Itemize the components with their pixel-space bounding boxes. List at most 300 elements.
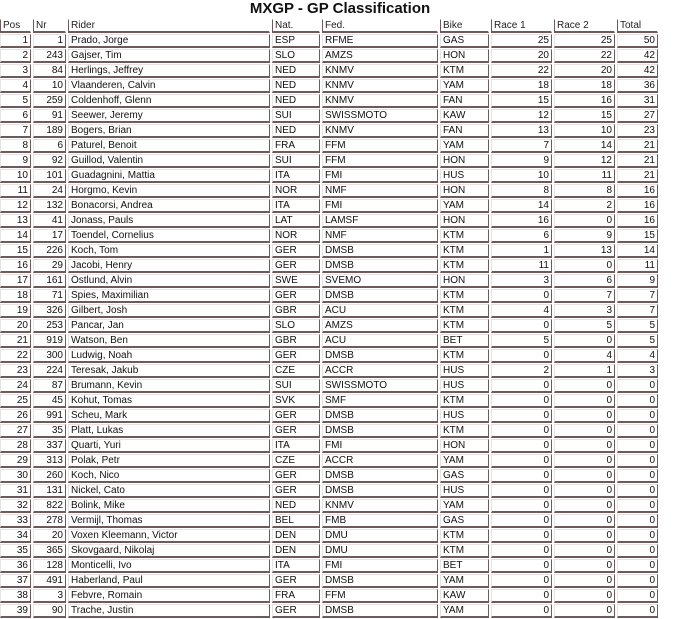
cell-bike: HUS: [440, 169, 489, 183]
cell-race1: 5: [491, 334, 552, 348]
cell-rider: Gajser, Tim: [68, 49, 270, 63]
cell-race2: 0: [554, 424, 615, 438]
cell-nr: 161: [33, 274, 66, 288]
cell-fed: DMSB: [322, 424, 438, 438]
cell-nr: 24: [33, 184, 66, 198]
cell-total: 31: [617, 94, 658, 108]
table-row: [0, 94, 658, 108]
col-header-rider: Rider: [68, 19, 270, 33]
cell-rider: Kohut, Tomas: [68, 394, 270, 408]
cell-rider: Bolink, Mike: [68, 499, 270, 513]
cell-fed: DMSB: [322, 469, 438, 483]
cell-nat: NED: [272, 79, 320, 93]
table-row: [0, 544, 658, 558]
table-row: [0, 364, 658, 378]
cell-race1: 0: [491, 589, 552, 603]
cell-race2: 0: [554, 394, 615, 408]
cell-pos: 18: [0, 289, 31, 303]
cell-total: 21: [617, 139, 658, 153]
cell-bike: YAM: [440, 139, 489, 153]
cell-nr: 3: [33, 589, 66, 603]
table-row: [0, 484, 658, 498]
table-row: [0, 109, 658, 123]
cell-race1: 0: [491, 469, 552, 483]
cell-nr: 189: [33, 124, 66, 138]
cell-total: 42: [617, 49, 658, 63]
cell-pos: 13: [0, 214, 31, 228]
cell-nat: NED: [272, 124, 320, 138]
cell-race2: 0: [554, 454, 615, 468]
cell-pos: 8: [0, 139, 31, 153]
cell-race2: 18: [554, 79, 615, 93]
cell-nr: 365: [33, 544, 66, 558]
cell-pos: 6: [0, 109, 31, 123]
cell-total: 5: [617, 334, 658, 348]
cell-nr: 253: [33, 319, 66, 333]
cell-total: 36: [617, 79, 658, 93]
cell-total: 3: [617, 364, 658, 378]
table-row: [0, 274, 658, 288]
cell-bike: GAS: [440, 469, 489, 483]
cell-fed: DMSB: [322, 289, 438, 303]
cell-race1: 2: [491, 364, 552, 378]
cell-total: 16: [617, 199, 658, 213]
col-header-nr: Nr: [33, 19, 66, 33]
cell-fed: LAMSF: [322, 214, 438, 228]
cell-bike: KTM: [440, 259, 489, 273]
cell-fed: FMI: [322, 439, 438, 453]
cell-race2: 0: [554, 484, 615, 498]
cell-pos: 21: [0, 334, 31, 348]
cell-pos: 34: [0, 529, 31, 543]
col-header-total: Total: [617, 19, 658, 33]
cell-total: 7: [617, 304, 658, 318]
cell-pos: 5: [0, 94, 31, 108]
cell-pos: 4: [0, 79, 31, 93]
table-row: [0, 34, 658, 48]
cell-fed: DMSB: [322, 244, 438, 258]
cell-nat: SLO: [272, 49, 320, 63]
cell-pos: 31: [0, 484, 31, 498]
cell-race2: 0: [554, 514, 615, 528]
cell-bike: HON: [440, 274, 489, 288]
cell-total: 14: [617, 244, 658, 258]
cell-rider: Seewer, Jeremy: [68, 109, 270, 123]
cell-bike: HON: [440, 184, 489, 198]
cell-rider: Prado, Jorge: [68, 34, 270, 48]
table-row: [0, 394, 658, 408]
cell-race1: 0: [491, 544, 552, 558]
cell-rider: Nickel, Cato: [68, 484, 270, 498]
cell-fed: DMU: [322, 529, 438, 543]
table-row: [0, 409, 658, 423]
page-title: MXGP - GP Classification: [249, 0, 431, 17]
cell-pos: 10: [0, 169, 31, 183]
cell-fed: FFM: [322, 139, 438, 153]
cell-total: 21: [617, 169, 658, 183]
cell-bike: HON: [440, 154, 489, 168]
cell-nat: NOR: [272, 229, 320, 243]
classification-table: [0, 18, 660, 619]
cell-nr: 128: [33, 559, 66, 573]
cell-pos: 17: [0, 274, 31, 288]
cell-bike: FAN: [440, 124, 489, 138]
cell-total: 21: [617, 154, 658, 168]
cell-race1: 16: [491, 214, 552, 228]
cell-bike: KTM: [440, 319, 489, 333]
cell-rider: Polak, Petr: [68, 454, 270, 468]
cell-total: 23: [617, 124, 658, 138]
cell-pos: 26: [0, 409, 31, 423]
cell-total: 0: [617, 484, 658, 498]
table-row: [0, 529, 658, 543]
cell-pos: 20: [0, 319, 31, 333]
table-row: [0, 199, 658, 213]
cell-nat: ITA: [272, 169, 320, 183]
table-row: [0, 559, 658, 573]
cell-nat: DEN: [272, 529, 320, 543]
cell-race1: 10: [491, 169, 552, 183]
table-row: [0, 514, 658, 528]
col-header-bike: Bike: [440, 19, 489, 33]
cell-bike: HUS: [440, 379, 489, 393]
cell-race2: 0: [554, 559, 615, 573]
cell-rider: Quarti, Yuri: [68, 439, 270, 453]
cell-nr: 260: [33, 469, 66, 483]
cell-nr: 991: [33, 409, 66, 423]
cell-race1: 0: [491, 604, 552, 618]
cell-bike: HUS: [440, 484, 489, 498]
cell-race2: 11: [554, 169, 615, 183]
cell-race1: 0: [491, 484, 552, 498]
cell-pos: 37: [0, 574, 31, 588]
cell-nat: DEN: [272, 544, 320, 558]
cell-race2: 0: [554, 379, 615, 393]
cell-pos: 32: [0, 499, 31, 513]
cell-race1: 0: [491, 424, 552, 438]
cell-rider: Östlund, Alvin: [68, 274, 270, 288]
cell-fed: KNMV: [322, 499, 438, 513]
cell-fed: KNMV: [322, 124, 438, 138]
cell-nr: 90: [33, 604, 66, 618]
cell-bike: KTM: [440, 64, 489, 78]
cell-bike: HUS: [440, 364, 489, 378]
cell-rider: Herlings, Jeffrey: [68, 64, 270, 78]
cell-pos: 33: [0, 514, 31, 528]
cell-bike: KAW: [440, 109, 489, 123]
cell-pos: 29: [0, 454, 31, 468]
cell-nat: FRA: [272, 139, 320, 153]
cell-rider: Jonass, Pauls: [68, 214, 270, 228]
cell-bike: FAN: [440, 94, 489, 108]
cell-nr: 71: [33, 289, 66, 303]
cell-fed: NMF: [322, 184, 438, 198]
cell-pos: 39: [0, 604, 31, 618]
cell-nr: 29: [33, 259, 66, 273]
cell-rider: Paturel, Benoit: [68, 139, 270, 153]
cell-pos: 36: [0, 559, 31, 573]
cell-nat: GER: [272, 484, 320, 498]
table-row: [0, 259, 658, 273]
cell-nat: GER: [272, 604, 320, 618]
col-header-pos: Pos: [0, 19, 31, 33]
table-row: [0, 334, 658, 348]
cell-nat: SUI: [272, 379, 320, 393]
cell-total: 0: [617, 514, 658, 528]
cell-total: 27: [617, 109, 658, 123]
table-row: [0, 499, 658, 513]
cell-race1: 7: [491, 139, 552, 153]
table-row: [0, 229, 658, 243]
cell-fed: AMZS: [322, 49, 438, 63]
cell-race2: 0: [554, 529, 615, 543]
table-row: [0, 184, 658, 198]
cell-rider: Pancar, Jan: [68, 319, 270, 333]
cell-race2: 0: [554, 544, 615, 558]
cell-pos: 11: [0, 184, 31, 198]
cell-race1: 18: [491, 79, 552, 93]
cell-rider: Jacobi, Henry: [68, 259, 270, 273]
cell-rider: Voxen Kleemann, Victor: [68, 529, 270, 543]
cell-pos: 30: [0, 469, 31, 483]
cell-nr: 132: [33, 199, 66, 213]
cell-pos: 19: [0, 304, 31, 318]
cell-fed: DMU: [322, 544, 438, 558]
cell-race1: 0: [491, 574, 552, 588]
cell-total: 9: [617, 274, 658, 288]
cell-total: 0: [617, 604, 658, 618]
cell-total: 0: [617, 574, 658, 588]
cell-nr: 224: [33, 364, 66, 378]
cell-fed: KNMV: [322, 79, 438, 93]
cell-race1: 8: [491, 184, 552, 198]
cell-race2: 10: [554, 124, 615, 138]
cell-nat: GER: [272, 469, 320, 483]
cell-pos: 28: [0, 439, 31, 453]
cell-race1: 0: [491, 559, 552, 573]
cell-nat: ITA: [272, 559, 320, 573]
table-row: [0, 454, 658, 468]
col-header-race1: Race 1: [491, 19, 552, 33]
cell-nr: 41: [33, 214, 66, 228]
cell-rider: Febvre, Romain: [68, 589, 270, 603]
cell-nr: 131: [33, 484, 66, 498]
cell-nat: NED: [272, 94, 320, 108]
cell-rider: Spies, Maximilian: [68, 289, 270, 303]
cell-nat: CZE: [272, 454, 320, 468]
cell-nat: GER: [272, 574, 320, 588]
cell-bike: YAM: [440, 604, 489, 618]
cell-total: 0: [617, 469, 658, 483]
cell-rider: Koch, Tom: [68, 244, 270, 258]
cell-race1: 0: [491, 394, 552, 408]
cell-fed: DMSB: [322, 259, 438, 273]
cell-fed: FFM: [322, 589, 438, 603]
cell-race1: 0: [491, 379, 552, 393]
cell-rider: Brumann, Kevin: [68, 379, 270, 393]
cell-nr: 337: [33, 439, 66, 453]
cell-nr: 313: [33, 454, 66, 468]
cell-rider: Bogers, Brian: [68, 124, 270, 138]
cell-nr: 35: [33, 424, 66, 438]
cell-race2: 0: [554, 469, 615, 483]
cell-nat: SUI: [272, 109, 320, 123]
cell-bike: YAM: [440, 454, 489, 468]
cell-total: 0: [617, 394, 658, 408]
cell-fed: FFM: [322, 154, 438, 168]
cell-fed: FMI: [322, 559, 438, 573]
cell-bike: HON: [440, 439, 489, 453]
cell-pos: 14: [0, 229, 31, 243]
cell-bike: KTM: [440, 244, 489, 258]
cell-race2: 0: [554, 604, 615, 618]
cell-rider: Platt, Lukas: [68, 424, 270, 438]
cell-bike: KTM: [440, 289, 489, 303]
cell-rider: Vermijl, Thomas: [68, 514, 270, 528]
table-row: [0, 604, 658, 618]
cell-race2: 0: [554, 439, 615, 453]
cell-bike: KAW: [440, 589, 489, 603]
cell-nr: 919: [33, 334, 66, 348]
table-row: [0, 424, 658, 438]
cell-fed: AMZS: [322, 319, 438, 333]
cell-total: 0: [617, 409, 658, 423]
table-row: [0, 64, 658, 78]
cell-fed: FMI: [322, 169, 438, 183]
cell-pos: 12: [0, 199, 31, 213]
cell-nr: 20: [33, 529, 66, 543]
cell-rider: Scheu, Mark: [68, 409, 270, 423]
cell-nr: 243: [33, 49, 66, 63]
cell-total: 0: [617, 559, 658, 573]
cell-pos: 38: [0, 589, 31, 603]
cell-race2: 13: [554, 244, 615, 258]
cell-nr: 87: [33, 379, 66, 393]
cell-nat: GER: [272, 409, 320, 423]
cell-rider: Skovgaard, Nikolaj: [68, 544, 270, 558]
cell-race2: 0: [554, 409, 615, 423]
cell-rider: Coldenhoff, Glenn: [68, 94, 270, 108]
cell-race2: 0: [554, 259, 615, 273]
cell-bike: KTM: [440, 424, 489, 438]
cell-total: 0: [617, 499, 658, 513]
cell-fed: SMF: [322, 394, 438, 408]
cell-total: 50: [617, 34, 658, 48]
cell-nat: GER: [272, 289, 320, 303]
cell-nr: 226: [33, 244, 66, 258]
cell-bike: YAM: [440, 79, 489, 93]
cell-fed: KNMV: [322, 94, 438, 108]
cell-race2: 2: [554, 199, 615, 213]
cell-nat: SWE: [272, 274, 320, 288]
cell-total: 11: [617, 259, 658, 273]
cell-total: 0: [617, 589, 658, 603]
cell-nr: 92: [33, 154, 66, 168]
cell-nat: FRA: [272, 589, 320, 603]
table-row: [0, 574, 658, 588]
cell-rider: Guadagnini, Mattia: [68, 169, 270, 183]
cell-nat: ITA: [272, 439, 320, 453]
cell-rider: Watson, Ben: [68, 334, 270, 348]
cell-total: 0: [617, 439, 658, 453]
cell-pos: 27: [0, 424, 31, 438]
cell-race2: 0: [554, 499, 615, 513]
table-body: [0, 34, 658, 618]
cell-nat: GER: [272, 244, 320, 258]
table-row: [0, 154, 658, 168]
cell-bike: GAS: [440, 514, 489, 528]
cell-nat: LAT: [272, 214, 320, 228]
cell-fed: ACCR: [322, 454, 438, 468]
table-row: [0, 439, 658, 453]
cell-rider: Gilbert, Josh: [68, 304, 270, 318]
cell-race2: 3: [554, 304, 615, 318]
cell-nr: 84: [33, 64, 66, 78]
cell-rider: Monticelli, Ivo: [68, 559, 270, 573]
col-header-fed: Fed.: [322, 19, 438, 33]
cell-fed: DMSB: [322, 409, 438, 423]
table-row: [0, 124, 658, 138]
cell-race2: 22: [554, 49, 615, 63]
cell-nat: NED: [272, 499, 320, 513]
cell-race2: 7: [554, 289, 615, 303]
cell-race2: 20: [554, 64, 615, 78]
cell-nat: ITA: [272, 199, 320, 213]
cell-pos: 23: [0, 364, 31, 378]
cell-race1: 0: [491, 439, 552, 453]
cell-race2: 9: [554, 229, 615, 243]
cell-pos: 9: [0, 154, 31, 168]
cell-race1: 20: [491, 49, 552, 63]
cell-bike: KTM: [440, 349, 489, 363]
cell-bike: YAM: [440, 199, 489, 213]
cell-fed: KNMV: [322, 64, 438, 78]
cell-total: 7: [617, 289, 658, 303]
cell-pos: 3: [0, 64, 31, 78]
cell-fed: ACU: [322, 304, 438, 318]
cell-pos: 24: [0, 379, 31, 393]
table-row: [0, 169, 658, 183]
cell-fed: DMSB: [322, 574, 438, 588]
cell-race1: 6: [491, 229, 552, 243]
table-row: [0, 289, 658, 303]
cell-rider: Koch, Nico: [68, 469, 270, 483]
cell-race2: 0: [554, 334, 615, 348]
cell-bike: KTM: [440, 544, 489, 558]
cell-race1: 15: [491, 94, 552, 108]
cell-nat: NOR: [272, 184, 320, 198]
cell-race2: 4: [554, 349, 615, 363]
cell-nat: GBR: [272, 304, 320, 318]
cell-pos: 22: [0, 349, 31, 363]
cell-rider: Horgmo, Kevin: [68, 184, 270, 198]
cell-fed: ACU: [322, 334, 438, 348]
cell-bike: YAM: [440, 574, 489, 588]
cell-nat: GER: [272, 349, 320, 363]
cell-fed: DMSB: [322, 604, 438, 618]
table-row: [0, 379, 658, 393]
cell-bike: BET: [440, 559, 489, 573]
cell-nat: SUI: [272, 154, 320, 168]
cell-race1: 1: [491, 244, 552, 258]
cell-fed: NMF: [322, 229, 438, 243]
table-row: [0, 244, 658, 258]
header-row: [0, 19, 658, 33]
cell-pos: 2: [0, 49, 31, 63]
cell-rider: Haberland, Paul: [68, 574, 270, 588]
cell-race1: 12: [491, 109, 552, 123]
cell-bike: BET: [440, 334, 489, 348]
